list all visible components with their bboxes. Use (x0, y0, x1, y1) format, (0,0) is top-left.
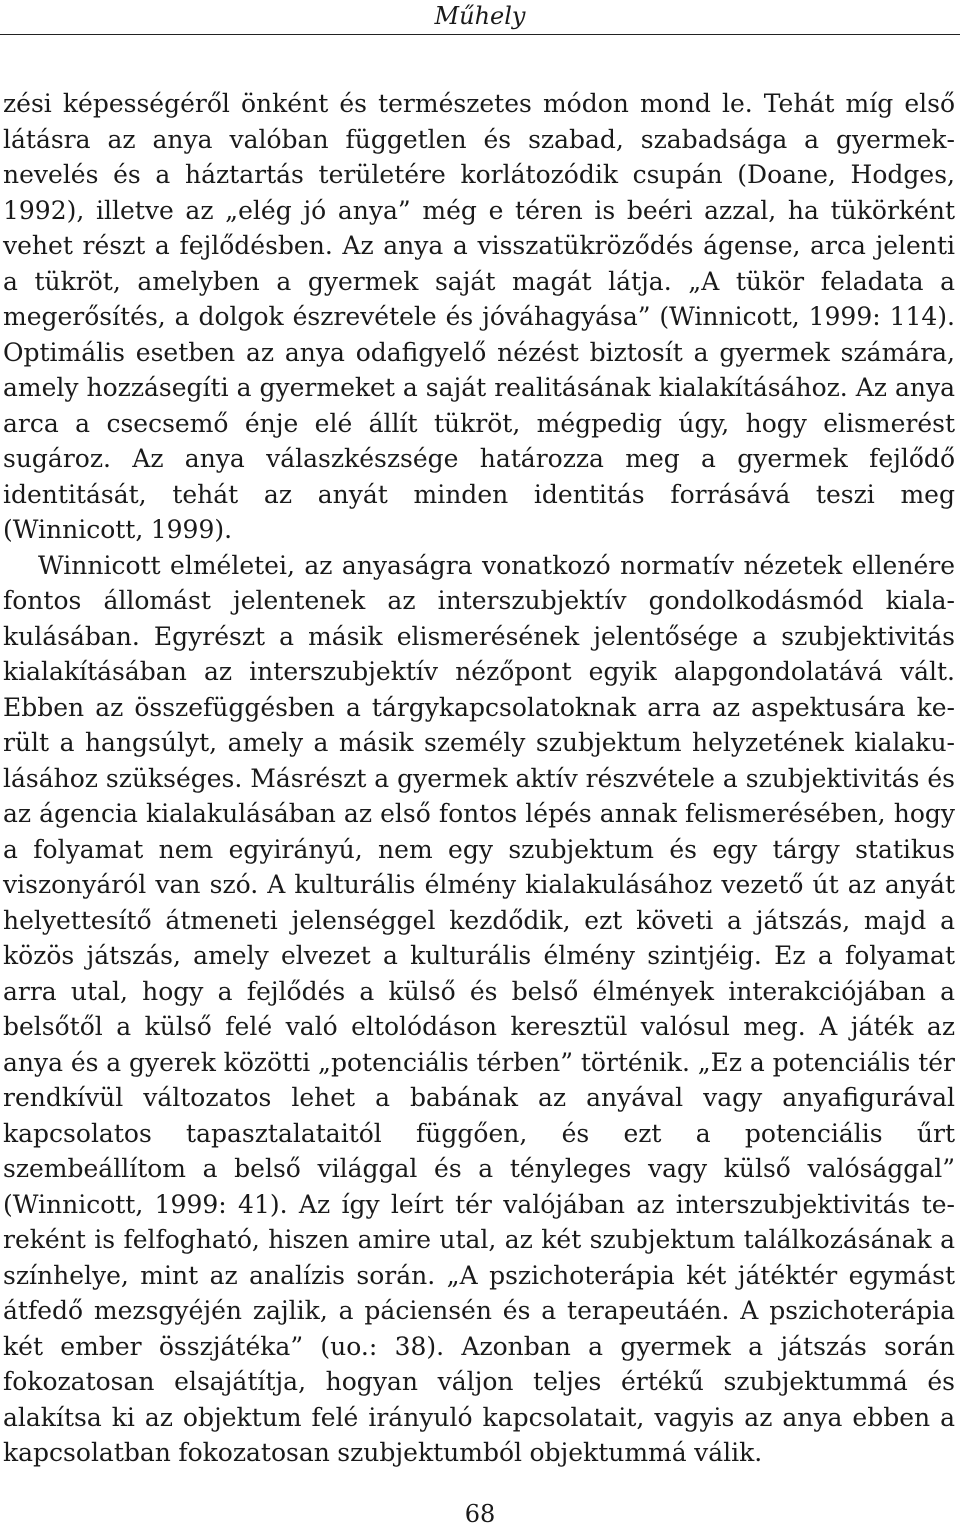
page-number: 68 (464, 1500, 496, 1528)
paragraph-winnicott: Winnicott elméletei, az anyaságra vonatkozó normatív nézetek ellenére fontos állomást jelentenek az interszubjektív gondolkodásmód kialakulásában. Egyrészt a másik elismerésének jelentősége a szubjektivitás kialakításában az interszubjektív nézőpont egyik alapgondolatává vált. Ebben az összefüggésben a tárgykapcsolatoknak arra az aspektusára került a hangsúlyt, amely a másik személy szubjektum helyzetének kialakulásához szükséges. Másrészt a gyermek aktív részvétele a szubjektivitás és az ágencia kialakulásában az első fontos lépés annak felismerésében, hogy a folyamat nem egyirányú, nem egy szubjektum és egy tárgy statikus viszonyáról van szó. A kulturális élmény kialakulásához vezető út az anyát helyettesítő átmeneti jelenséggel kezdődik, ezt követi a játszás, majd a közös játszás, amely elvezet a kulturális élmény szintjéig. Ez a folyamat arra utal, hogy a fejlődés a külső és belső élmények interakciójában a belsőtől a külső felé való eltolódáson keresztül valósul meg. A játék az anya és a gyerek közötti „potenciális térben” történik. „Ez a potenciális tér rendkívül változatos lehet a babának az anyával vagy anyafigurával kapcsolatos tapasztalataitól függően, és ezt a potenciális űrt szembeállítom a belső világgal és a tényleges vagy külső valósággal” (Winnicott, 1999: 41). Az így leírt tér valójában az interszubjektivitás tereként is felfogható, hiszen amire utal, az két szubjektum találkozásának a színhelye, mint az analízis során. „A pszichoterápia két játéktér egymást átfedő mezsgyéjén zajlik, a páciensén és a terapeutáén. A pszichoterápia két ember összjátéka” (uo.: 38). Azonban a gyermek a játszás során fokozatosan elsajátítja, hogyan váljon teljes értékű szubjektummá és alakítsa ki az objektum felé irányuló kapcsolatait, vagyis az anya ebben a kapcsolatban fokozatosan szubjektumból objektummá válik. (3, 550, 955, 1467)
body-text (3, 86, 955, 1471)
running-header (0, 0, 960, 35)
paragraph-continuation: zési képességéről önként és természetes módon mond le. Tehát míg első látásra az anya valóban független és szabad, szabadsága a gyermeknevelés és a háztartás területére korlátozódik csupán (Doane, Hodges, 1992), illetve az „elég jó anya” még e téren is beéri azzal, ha tükörként vehet részt a fejlődésben. Az anya a visszatükröződés ágense, arca jelenti a tükröt, amelyben a gyermek saját magát látja. „A tükör feladata a megerősítés, a dolgok észrevétele és jóváhagyása” (Winnicott, 1999: 114). Optimális esetben az anya odafigyelő nézést biztosít a gyermek számára, amely hozzásegíti a gyermeket a saját realitásának kialakításához. Az anya arca a csecsemő énje elé állít tükröt, mégpedig úgy, hogy elismerést sugároz. Az anya válaszkészsége határozza meg a gyermek fejlődő identitását, tehát az anyát minden identitás forrásává teszi meg (Winnicott, 1999). (3, 89, 955, 544)
section-title: Műhely (434, 2, 526, 30)
